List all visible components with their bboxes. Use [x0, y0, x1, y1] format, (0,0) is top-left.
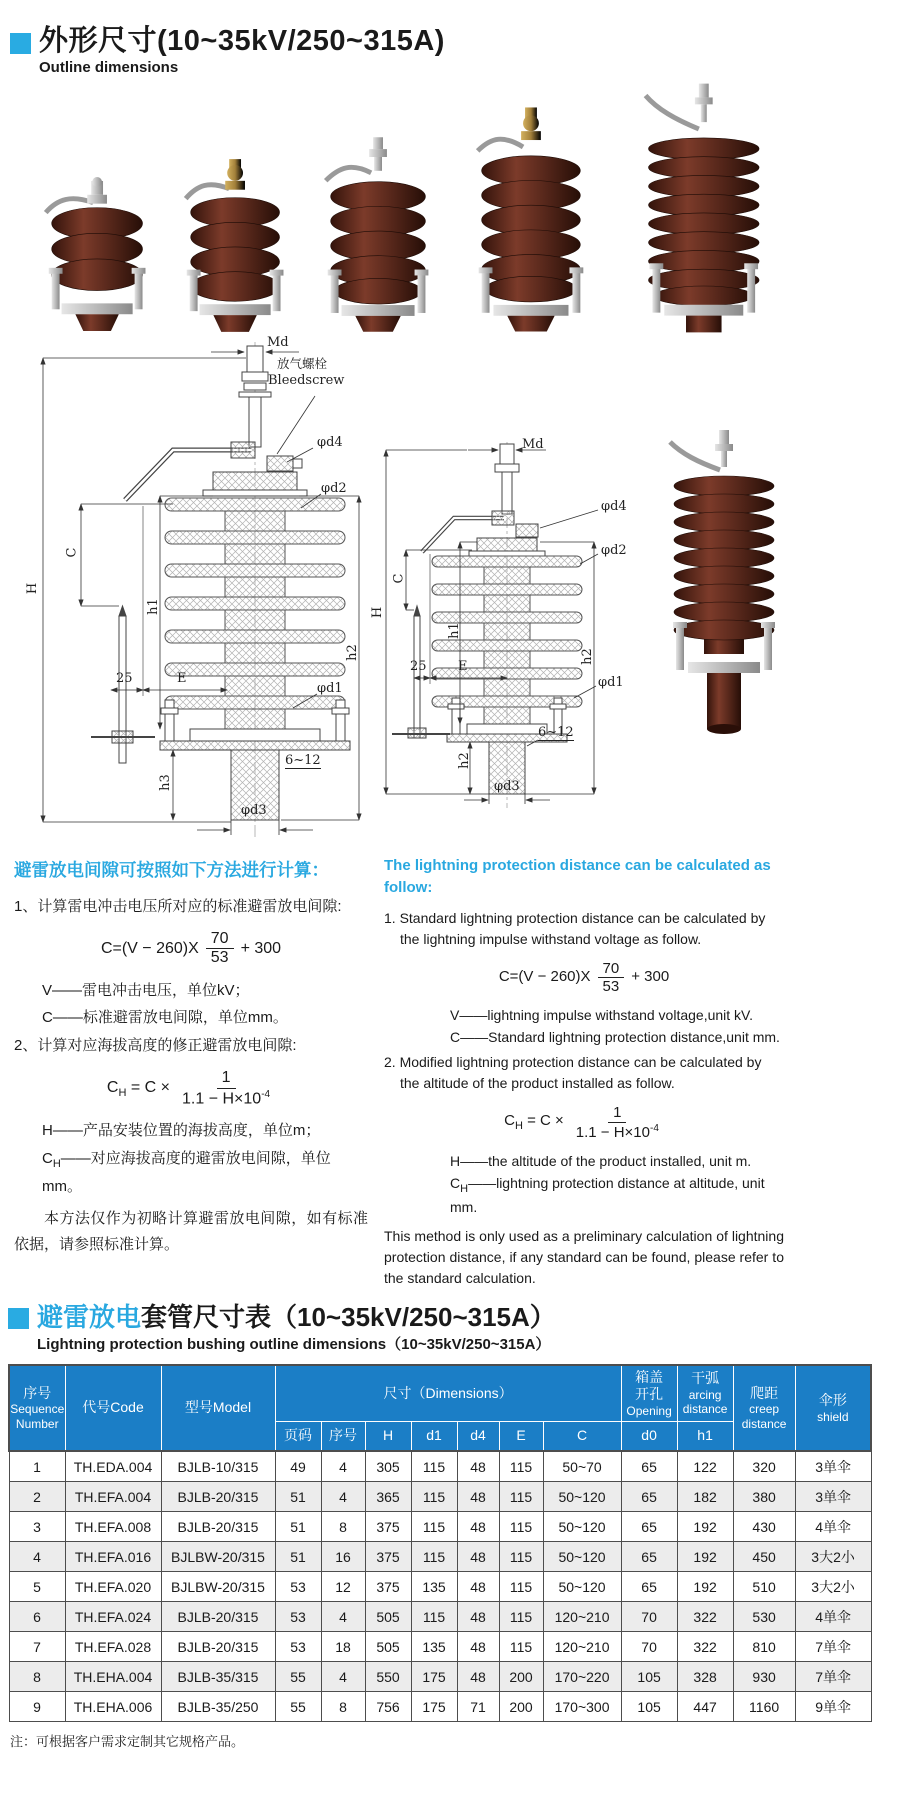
dim-label-md: Md [267, 334, 289, 350]
table-cell: 120~210 [543, 1602, 621, 1632]
calc-en-item2: 2. Modified lightning protection distance can be calculated by the altitude of the product installed as follow. [384, 1054, 762, 1092]
section-bullet-icon [8, 1308, 29, 1329]
spec-table [8, 1364, 872, 1722]
table-cell: 8 [9, 1662, 65, 1692]
table-cell: 115 [411, 1482, 457, 1512]
col-header-opening: 箱盖 开孔 Opening [621, 1365, 677, 1421]
footer-note: 注：可根据客户需求定制其它规格产品。 [10, 1734, 245, 1750]
fraction: $\frac{70}{53}$ [206, 930, 234, 968]
table-cell: 375 [365, 1512, 411, 1542]
formula-altitude-cn [14, 1069, 368, 1108]
table-title: 避雷放电套管尺寸表（10~35kV/250~315A） [37, 1302, 556, 1333]
calc-cn-item1: 1、计算雷电冲击电压所对应的标准避雷放电间隙: [14, 897, 342, 915]
dim-label-h2b: h2 [456, 752, 472, 769]
dim-label-d1: φd1 [317, 680, 343, 696]
dim-label-e: E [458, 658, 468, 674]
table-cell: 50~120 [543, 1572, 621, 1602]
product-photo-side [648, 430, 808, 740]
product-photo-row [0, 76, 828, 334]
table-cell: 115 [499, 1542, 543, 1572]
table-cell: 5 [9, 1572, 65, 1602]
table-cell: 9单伞 [795, 1692, 871, 1722]
table-cell: 4 [321, 1451, 365, 1482]
table-cell: BJLB-20/315 [161, 1482, 275, 1512]
table-cell: 4单伞 [795, 1512, 871, 1542]
table-cell: 48 [457, 1572, 499, 1602]
table-cell: 105 [621, 1662, 677, 1692]
table-cell: 447 [677, 1692, 733, 1722]
dim-label-h: H [370, 606, 386, 619]
table-cell: 55 [275, 1692, 321, 1722]
table-cell: 49 [275, 1451, 321, 1482]
dim-label-e: E [177, 670, 187, 686]
table-cell: 115 [411, 1602, 457, 1632]
col-header-E: E [499, 1421, 543, 1451]
col-header-h1: h1 [677, 1421, 733, 1451]
table-cell: TH.EFA.028 [65, 1632, 161, 1662]
col-header-shield: 伞形 shield [795, 1365, 871, 1451]
table-cell: 9 [9, 1692, 65, 1722]
table-cell: BJLB-35/315 [161, 1662, 275, 1692]
col-header-d0: d0 [621, 1421, 677, 1451]
spec-table-head [9, 1365, 871, 1451]
calculation-section [0, 845, 900, 1289]
dim-label-h3: h3 [157, 774, 173, 791]
table-cell: 71 [457, 1692, 499, 1722]
table-cell: 50~70 [543, 1451, 621, 1482]
section-bullet-icon [10, 33, 31, 54]
table-cell: 175 [411, 1662, 457, 1692]
table-cell: 192 [677, 1572, 733, 1602]
table-cell: 375 [365, 1572, 411, 1602]
calc-cn-ch-def: $C_H——$对应海拔高度的避雷放电间隙，单位mm。 [42, 1149, 331, 1195]
table-cell: 70 [621, 1632, 677, 1662]
calc-english-column [384, 855, 784, 1289]
table-cell: 4 [9, 1542, 65, 1572]
table-cell: 48 [457, 1602, 499, 1632]
col-header-arcing: 干弧 arcing distance [677, 1365, 733, 1421]
table-cell: 305 [365, 1451, 411, 1482]
table-cell: TH.EHA.004 [65, 1662, 161, 1692]
table-cell: 380 [733, 1482, 795, 1512]
table-section-header [0, 1289, 900, 1360]
dim-label-bleedscrew-en: Bleedscrew [268, 372, 345, 388]
table-cell: BJLB-35/250 [161, 1692, 275, 1722]
fraction: $\frac{70}{53}$ [598, 960, 625, 996]
table-cell: 450 [733, 1542, 795, 1572]
table-cell: 200 [499, 1692, 543, 1722]
dim-label-d1: φd1 [598, 674, 624, 690]
dim-label-25: 25 [410, 658, 427, 674]
table-cell: TH.EFA.020 [65, 1572, 161, 1602]
table-cell: 16 [321, 1542, 365, 1572]
dim-label-d2: φd2 [321, 480, 347, 496]
table-cell: 530 [733, 1602, 795, 1632]
table-cell: 182 [677, 1482, 733, 1512]
table-cell: 51 [275, 1482, 321, 1512]
technical-drawings-section [0, 334, 900, 845]
col-header-seq2: 序号 [321, 1421, 365, 1451]
calc-en-title: The lightning protection distance can be calculated as follow: [384, 856, 771, 897]
dim-label-c: C [64, 547, 80, 558]
dim-label-bleedscrew-cn: 放气螺栓 [277, 356, 328, 371]
table-cell: TH.EFA.008 [65, 1512, 161, 1542]
calc-cn-closing: 本方法仅作为初略计算避雷放电间隙，如有标准依据，请参照标准计算。 [14, 1210, 368, 1254]
table-cell: 65 [621, 1482, 677, 1512]
table-cell: 48 [457, 1632, 499, 1662]
table-cell: 53 [275, 1602, 321, 1632]
calc-cn-item2: 2、计算对应海拔高度的修正避雷放电间隙: [14, 1037, 297, 1055]
table-cell: 322 [677, 1602, 733, 1632]
table-cell: BJLB-20/315 [161, 1602, 275, 1632]
dim-label-d2: φd2 [601, 542, 627, 558]
table-cell: 7 [9, 1632, 65, 1662]
table-row [9, 1482, 871, 1512]
table-cell: 115 [499, 1632, 543, 1662]
table-cell: 48 [457, 1662, 499, 1692]
table-cell: TH.EFA.024 [65, 1602, 161, 1632]
table-cell: 50~120 [543, 1542, 621, 1572]
technical-drawing-left [15, 334, 365, 843]
table-cell: 48 [457, 1482, 499, 1512]
calc-cn-v-def: V——雷电冲击电压，单位kV； [42, 981, 250, 999]
table-cell: 1160 [733, 1692, 795, 1722]
table-cell: 105 [621, 1692, 677, 1722]
table-row [9, 1451, 871, 1482]
table-cell: 6 [9, 1602, 65, 1632]
table-cell: 4 [321, 1482, 365, 1512]
product-photo-3 [304, 134, 452, 334]
table-cell: 65 [621, 1451, 677, 1482]
table-cell: BJLBW-20/315 [161, 1572, 275, 1602]
table-cell: 55 [275, 1662, 321, 1692]
table-cell: 48 [457, 1542, 499, 1572]
formula-tail: + 300 [631, 968, 670, 986]
table-cell: 70 [621, 1602, 677, 1632]
table-cell: 810 [733, 1632, 795, 1662]
dim-label-gap: 6~12 [538, 724, 574, 740]
formula-altitude-en [384, 1104, 784, 1141]
page-title: 外形尺寸(10~35kV/250~315A) [39, 25, 445, 57]
table-cell: 4单伞 [795, 1602, 871, 1632]
formula-lhs: C=(V − 260)X [498, 968, 591, 986]
table-cell: 115 [411, 1542, 457, 1572]
table-row [9, 1512, 871, 1542]
table-cell: 135 [411, 1632, 457, 1662]
table-cell: 3大2小 [795, 1542, 871, 1572]
calc-cn-h-def: H——产品安装位置的海拔高度，单位m； [42, 1122, 321, 1140]
table-cell: 8 [321, 1512, 365, 1542]
table-cell: 505 [365, 1602, 411, 1632]
table-cell: 8 [321, 1692, 365, 1722]
table-cell: 3单伞 [795, 1482, 871, 1512]
dim-label-gap: 6~12 [285, 752, 321, 768]
table-cell: 756 [365, 1692, 411, 1722]
table-cell: 50~120 [543, 1482, 621, 1512]
fraction: $\frac{1}{1.1 - H\times 10^{-4}}$ [575, 1104, 659, 1141]
formula-lhs: $C_H = C$ × [106, 1079, 171, 1100]
calc-cn-title: 避雷放电间隙可按照如下方法进行计算： [14, 859, 329, 880]
table-cell: 320 [733, 1451, 795, 1482]
table-cell: 48 [457, 1451, 499, 1482]
table-row [9, 1602, 871, 1632]
table-cell: TH.EFA.004 [65, 1482, 161, 1512]
dim-label-c: C [391, 573, 407, 584]
table-cell: 120~210 [543, 1632, 621, 1662]
formula-lhs: C=(V − 260)X [100, 939, 199, 957]
product-photo-2 [166, 156, 304, 334]
dim-label-d4: φd4 [601, 498, 627, 514]
table-cell: 510 [733, 1572, 795, 1602]
table-cell: 430 [733, 1512, 795, 1542]
table-cell: TH.EFA.016 [65, 1542, 161, 1572]
col-header-dimensions: 尺寸（Dimensions） [275, 1365, 621, 1421]
table-cell: 322 [677, 1632, 733, 1662]
product-photo-1 [28, 176, 166, 334]
table-cell: 18 [321, 1632, 365, 1662]
table-cell: 170~220 [543, 1662, 621, 1692]
calc-en-c-def: C——Standard lightning protection distance,unit mm. [450, 1029, 780, 1046]
table-cell: TH.EDA.004 [65, 1451, 161, 1482]
formula-tail: + 300 [240, 939, 282, 957]
dim-label-d3: φd3 [494, 778, 520, 794]
table-row [9, 1662, 871, 1692]
dim-label-25: 25 [116, 670, 133, 686]
table-cell: BJLB-10/315 [161, 1451, 275, 1482]
dim-label-h1: h1 [145, 598, 161, 615]
table-cell: 200 [499, 1662, 543, 1692]
col-header-H: H [365, 1421, 411, 1451]
table-cell: 375 [365, 1542, 411, 1572]
dim-label-h2: h2 [579, 648, 595, 665]
product-photo-side-image [648, 430, 800, 735]
table-cell: 53 [275, 1572, 321, 1602]
technical-drawing-middle [372, 438, 652, 813]
table-cell: 2 [9, 1482, 65, 1512]
table-cell: 115 [499, 1451, 543, 1482]
table-cell: 51 [275, 1542, 321, 1572]
table-cell: 115 [499, 1602, 543, 1632]
col-header-page: 页码 [275, 1421, 321, 1451]
fraction: $\frac{1}{1.1 - H\times 10^{-4}}$ [182, 1069, 271, 1108]
table-cell: 65 [621, 1542, 677, 1572]
dim-label-md: Md [522, 436, 544, 452]
col-header-code: 代号Code [65, 1365, 161, 1451]
table-cell: 115 [499, 1512, 543, 1542]
calc-chinese-column [14, 855, 368, 1289]
table-cell: 505 [365, 1632, 411, 1662]
table-cell: 122 [677, 1451, 733, 1482]
calc-en-ch-def: $C_H——lightning$ protection distance at altitude, unit mm. [450, 1174, 765, 1216]
table-cell: BJLB-20/315 [161, 1512, 275, 1542]
table-cell: 50~120 [543, 1512, 621, 1542]
col-header-C: C [543, 1421, 621, 1451]
table-cell: BJLB-20/315 [161, 1632, 275, 1662]
table-cell: 170~300 [543, 1692, 621, 1722]
table-cell: 115 [411, 1451, 457, 1482]
col-header-d4: d4 [457, 1421, 499, 1451]
calc-cn-c-def: C——标准避雷放电间隙，单位mm。 [42, 1008, 288, 1026]
table-cell: 12 [321, 1572, 365, 1602]
table-cell: TH.EHA.006 [65, 1692, 161, 1722]
table-cell: 4 [321, 1602, 365, 1632]
table-cell: 48 [457, 1512, 499, 1542]
dim-label-h1: h1 [446, 622, 462, 639]
table-cell: 4 [321, 1662, 365, 1692]
outline-section-header [0, 0, 900, 76]
table-cell: 3 [9, 1512, 65, 1542]
calc-en-item1: 1. Standard lightning protection distance can be calculated by the lightning impulse withstand voltage as follow. [384, 909, 766, 947]
table-row [9, 1632, 871, 1662]
table-cell: 7单伞 [795, 1632, 871, 1662]
product-photo-5 [610, 82, 798, 334]
table-subtitle: Lightning protection bushing outline dimensions（10~35kV/250~315A） [37, 1336, 551, 1354]
formula-standard-en [384, 960, 784, 996]
table-cell: 192 [677, 1542, 733, 1572]
table-cell: 53 [275, 1632, 321, 1662]
dim-label-d4: φd4 [317, 434, 343, 450]
table-cell: 51 [275, 1512, 321, 1542]
table-cell: 115 [499, 1482, 543, 1512]
table-cell: 550 [365, 1662, 411, 1692]
formula-standard-cn [14, 930, 368, 968]
table-cell: 930 [733, 1662, 795, 1692]
table-cell: 115 [411, 1512, 457, 1542]
table-cell: 328 [677, 1662, 733, 1692]
product-photo-4 [452, 106, 610, 334]
col-header-d1: d1 [411, 1421, 457, 1451]
table-cell: 192 [677, 1512, 733, 1542]
table-cell: 175 [411, 1692, 457, 1722]
col-header-model: 型号Model [161, 1365, 275, 1451]
col-header-creep: 爬距 creep distance [733, 1365, 795, 1451]
spec-table-body [9, 1451, 871, 1722]
table-row [9, 1542, 871, 1572]
dim-label-h2: h2 [344, 644, 360, 661]
table-cell: 65 [621, 1512, 677, 1542]
calc-en-v-def: V——lightning impulse withstand voltage,unit kV. [450, 1007, 753, 1024]
table-row [9, 1692, 871, 1722]
calc-en-h-def: H——the altitude of the product installed, unit m. [450, 1152, 752, 1169]
table-cell: 1 [9, 1451, 65, 1482]
table-row [9, 1572, 871, 1602]
formula-lhs: $C_H = C$ × [504, 1112, 564, 1133]
page-subtitle: Outline dimensions [39, 58, 179, 76]
dim-label-d3: φd3 [241, 802, 267, 818]
dim-label-h: H [25, 582, 41, 595]
table-cell: 135 [411, 1572, 457, 1602]
table-cell: 3单伞 [795, 1451, 871, 1482]
table-cell: BJLBW-20/315 [161, 1542, 275, 1572]
table-cell: 115 [499, 1572, 543, 1602]
table-cell: 65 [621, 1572, 677, 1602]
table-cell: 365 [365, 1482, 411, 1512]
col-header-sequence: 序号 Sequence Number [9, 1365, 65, 1451]
table-cell: 3大2小 [795, 1572, 871, 1602]
drawing-middle-linework [372, 438, 652, 813]
calc-en-closing: This method is only used as a preliminary calculation of lightning protection distance, if any standard can be found, please refer to the standard calculation. [384, 1228, 784, 1287]
table-cell: 7单伞 [795, 1662, 871, 1692]
